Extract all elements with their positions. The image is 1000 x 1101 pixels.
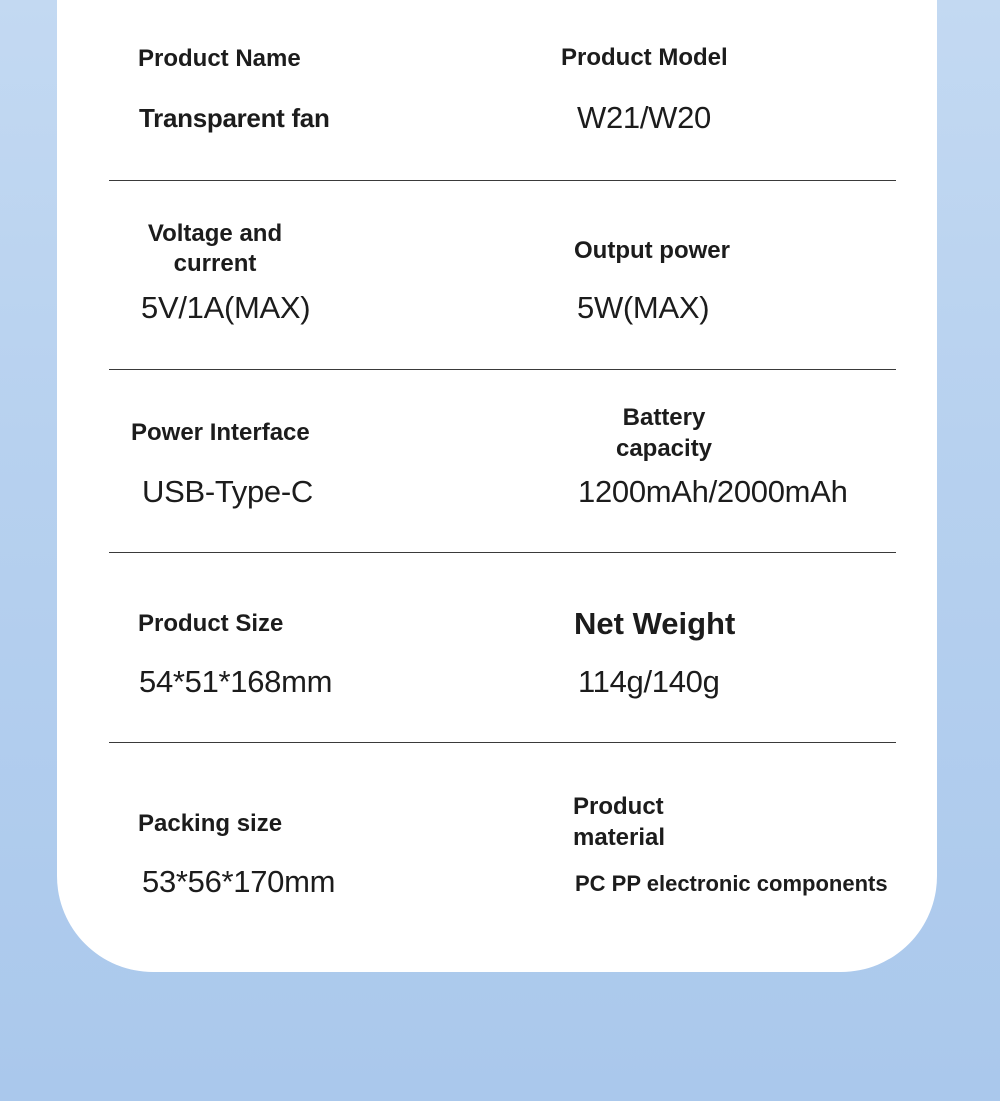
- spec-label-packing-size: Packing size: [138, 810, 283, 837]
- spec-value-product-name: Transparent fan: [139, 103, 330, 133]
- spec-value-material: PC PP electronic components: [575, 871, 888, 896]
- divider-4: [109, 742, 896, 743]
- spec-value-net-weight: 114g/140g: [578, 664, 720, 699]
- spec-label-product-name: Product Name: [138, 45, 301, 72]
- spec-value-output-power: 5W(MAX): [577, 290, 710, 325]
- spec-label-power-interface: Power Interface: [131, 419, 310, 446]
- spec-value-power-interface: USB-Type-C: [142, 474, 313, 509]
- spec-label-battery-line-1: Battery: [622, 404, 706, 431]
- spec-value-product-model: W21/W20: [577, 100, 711, 135]
- spec-label-product-size: Product Size: [138, 610, 284, 637]
- spec-value-voltage: 5V/1A(MAX): [141, 290, 311, 325]
- spec-label-material-line-1: Product: [573, 793, 664, 820]
- spec-label-voltage-line-2: current: [173, 250, 257, 277]
- spec-label-voltage-line-1: Voltage and: [147, 220, 283, 247]
- spec-value-battery-capacity: 1200mAh/2000mAh: [578, 474, 848, 509]
- spec-label-material-line-2: material: [573, 824, 666, 851]
- spec-value-packing-size: 53*56*170mm: [142, 864, 336, 899]
- spec-label-output-power: Output power: [574, 237, 730, 264]
- divider-1: [109, 180, 896, 181]
- spec-label-battery-line-2: capacity: [615, 435, 713, 462]
- divider-3: [109, 552, 896, 553]
- spec-label-product-model: Product Model: [561, 44, 728, 71]
- divider-2: [109, 369, 896, 370]
- spec-label-net-weight: Net Weight: [574, 606, 736, 641]
- spec-value-product-size: 54*51*168mm: [139, 664, 333, 699]
